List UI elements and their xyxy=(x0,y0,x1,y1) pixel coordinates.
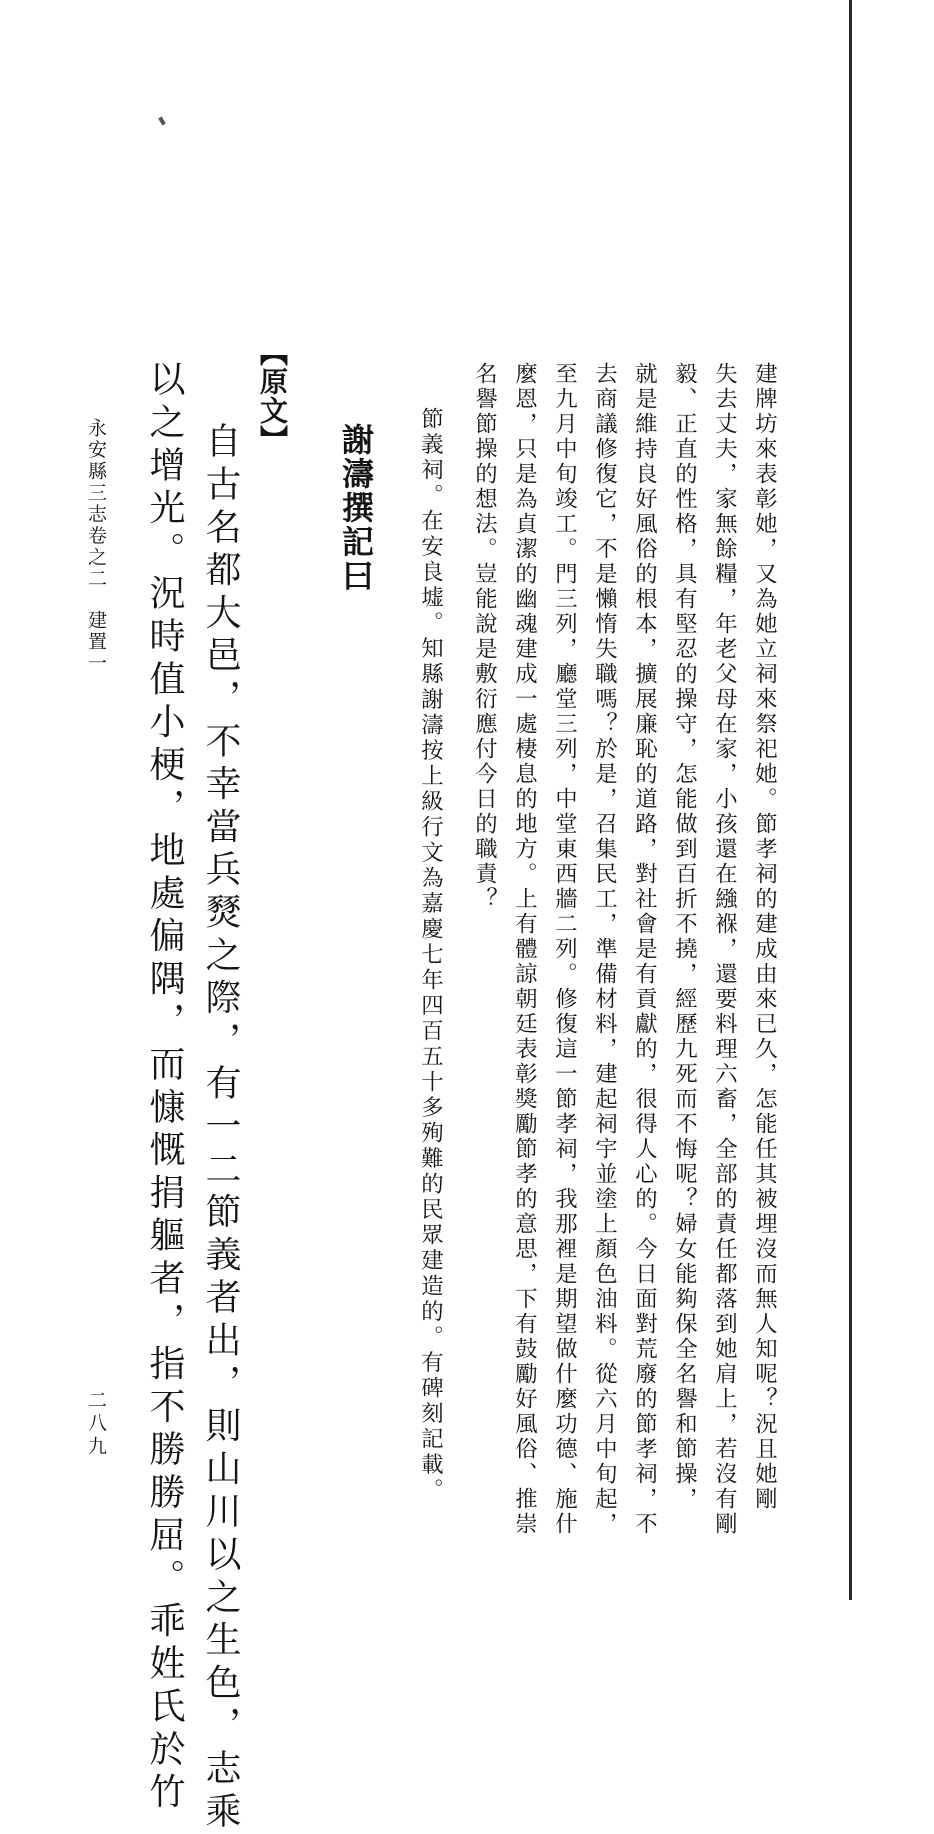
translation-column-7: 麼恩，只是為貞潔的幽魂建成一處棲息的地方。上有體諒朝廷表彰獎勵節孝的意思，下有鼓勵好風俗、推崇 xyxy=(511,362,538,1537)
page-number: 二八九 xyxy=(85,1390,107,1459)
translation-column-5: 去商議修復它，不是懶惰失職嗎？於是，召集民工，準備材料，建起祠宇並塗上顏色油料。從六月中旬起， xyxy=(591,362,618,1537)
translation-column-3: 毅、正直的性格，具有堅忍的操守，怎能做到百折不撓，經歷九死而不悔呢？婦女能夠保全名譽和節操， xyxy=(671,362,698,1512)
translation-column-4: 就是維持良好風俗的根本，擴展廉恥的道路，對社會是有貢獻的，很得人心的。今日面對荒廢的節孝祠，不 xyxy=(631,362,658,1537)
chapter-label: 建置一 xyxy=(85,610,107,675)
page-edge-line xyxy=(849,0,852,1600)
original-column-1: 自古名都大邑，不幸當兵燹之際，有一二節義者出，則山川以之生色，志乘 xyxy=(200,422,241,1834)
section-title: 謝濤撰記曰 xyxy=(337,423,375,593)
note-column: 節義祠。在安良墟。知縣謝濤按上級行文為嘉慶七年四百五十多殉難的民眾建造的。有碑刻記載。 xyxy=(417,407,444,1504)
translation-column-6: 至九月中旬竣工。門三列，廳堂三列，中堂東西牆二列。修復這一節孝祠，我那裡是期望做什麼功德、施什 xyxy=(551,362,578,1537)
translation-column-2: 失去丈夫，家無餘糧，年老父母在家，小孩還在繈褓，還要料理六畜，全部的責任都落到她肩上，若沒有剛 xyxy=(711,362,738,1537)
translation-column-1: 建牌坊來表彰她，又為她立祠來祭祀她。節孝祠的建成由來已久，怎能任其被埋沒而無人知呢？況且她剛 xyxy=(751,362,778,1512)
translation-column-8: 名譽節操的想法。豈能說是敷衍應付今日的職責？ xyxy=(471,362,498,912)
original-text-heading: 【原文】 xyxy=(256,338,289,454)
scan-speck xyxy=(158,117,165,126)
book-title: 永安縣三志卷之二 xyxy=(85,418,107,590)
original-column-2: 以之增光。況時值小梗，地處偏隅，而慷慨捐軀者，指不勝勝屈。乖姓氏於竹 xyxy=(144,360,185,1816)
running-footer xyxy=(86,418,105,675)
